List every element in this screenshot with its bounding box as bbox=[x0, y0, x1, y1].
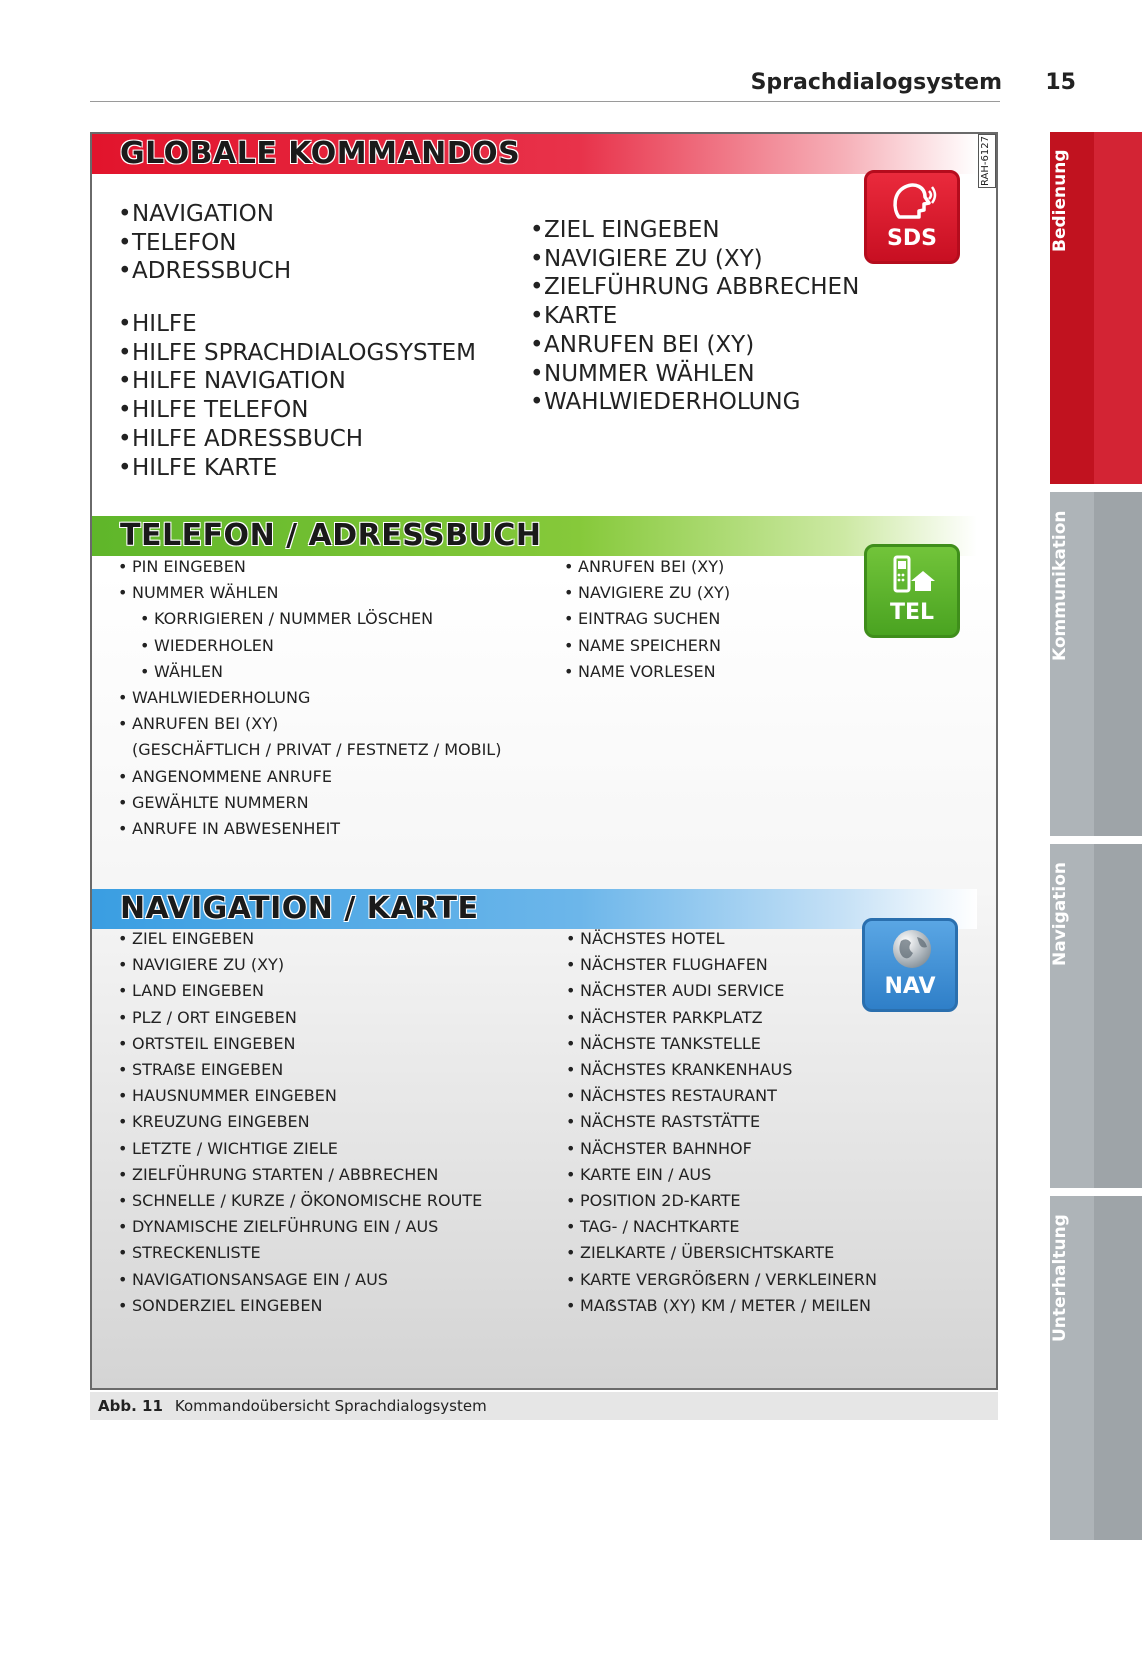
side-tab-navigation[interactable] bbox=[1050, 844, 1142, 1188]
globe-icon bbox=[887, 927, 937, 971]
list-item: • TELEFON bbox=[118, 229, 291, 258]
badge-label: NAV bbox=[884, 974, 936, 999]
list-item: • NÄCHSTER FLUGHAFEN bbox=[566, 952, 877, 978]
global-commands-left-2 bbox=[118, 310, 476, 482]
list-item: • EINTRAG SUCHEN bbox=[564, 606, 730, 632]
list-item: • TAG- / NACHTKARTE bbox=[566, 1214, 877, 1240]
list-item: • ANRUFEN BEI (XY) bbox=[530, 331, 859, 360]
running-title: Sprachdialogsystem bbox=[750, 70, 1002, 95]
list-item: • NÄCHSTER PARKPLATZ bbox=[566, 1005, 877, 1031]
list-item: • PLZ / ORT EINGEBEN bbox=[118, 1005, 482, 1031]
list-item: • KARTE bbox=[530, 302, 859, 331]
side-tab-label: Kommunikation bbox=[1050, 510, 1070, 661]
list-item: • HILFE SPRACHDIALOGSYSTEM bbox=[118, 339, 476, 368]
list-item: • SCHNELLE / KURZE / ÖKONOMISCHE ROUTE bbox=[118, 1188, 482, 1214]
page-number: 15 bbox=[1045, 70, 1076, 95]
list-item: • WÄHLEN bbox=[140, 659, 501, 685]
list-item: • STRECKENLISTE bbox=[118, 1240, 482, 1266]
list-item: • HILFE KARTE bbox=[118, 454, 476, 483]
list-item: • HILFE NAVIGATION bbox=[118, 367, 476, 396]
command-overview-figure bbox=[90, 132, 998, 1390]
list-item: • MAẞSTAB (XY) KM / METER / MEILEN bbox=[566, 1293, 877, 1319]
list-item: • NAVIGIERE ZU (XY) bbox=[118, 952, 482, 978]
side-tab-label: Unterhaltung bbox=[1050, 1214, 1070, 1342]
badge-label: SDS bbox=[887, 226, 937, 251]
list-item: • KARTE EIN / AUS bbox=[566, 1162, 877, 1188]
side-tab-label: Bedienung bbox=[1050, 150, 1070, 253]
nav-badge bbox=[862, 918, 958, 1012]
list-item: • NAVIGIERE ZU (XY) bbox=[564, 580, 730, 606]
section-header-nav bbox=[92, 889, 977, 929]
section-header-global bbox=[92, 134, 977, 174]
list-item: • NUMMER WÄHLEN bbox=[530, 360, 859, 389]
list-item: • ANRUFE IN ABWESENHEIT bbox=[118, 816, 501, 842]
section-header-phone bbox=[92, 516, 977, 556]
list-item: • NÄCHSTER AUDI SERVICE bbox=[566, 978, 877, 1004]
badge-label: TEL bbox=[889, 600, 935, 625]
list-item: • WAHLWIEDERHOLUNG bbox=[118, 685, 501, 711]
list-item: • NÄCHSTES KRANKENHAUS bbox=[566, 1057, 877, 1083]
list-item: • NÄCHSTES HOTEL bbox=[566, 926, 877, 952]
list-item: • HAUSNUMMER EINGEBEN bbox=[118, 1083, 482, 1109]
global-commands-right bbox=[530, 216, 859, 417]
list-item: • NAME VORLESEN bbox=[564, 659, 730, 685]
figure-id: RAH-6127 bbox=[978, 134, 996, 188]
list-item: • ANGENOMMENE ANRUFE bbox=[118, 764, 501, 790]
list-item: (GESCHÄFTLICH / PRIVAT / FESTNETZ / MOBIL) bbox=[132, 740, 502, 760]
figure-caption bbox=[90, 1392, 998, 1420]
list-item: • ZIEL EINGEBEN bbox=[118, 926, 482, 952]
caption-number: Abb. 11 bbox=[98, 1397, 163, 1415]
list-item: • ORTSTEIL EINGEBEN bbox=[118, 1031, 482, 1057]
side-tab-kommunikation[interactable] bbox=[1050, 492, 1142, 836]
list-item: • WIEDERHOLEN bbox=[140, 633, 501, 659]
speaking-head-icon bbox=[889, 179, 939, 225]
list-item: • ZIELFÜHRUNG STARTEN / ABBRECHEN bbox=[118, 1162, 482, 1188]
list-item: • STRAẞE EINGEBEN bbox=[118, 1057, 482, 1083]
list-item: • LAND EINGEBEN bbox=[118, 978, 482, 1004]
nav-commands-right bbox=[566, 926, 877, 1319]
list-item: • NÄCHSTER BAHNHOF bbox=[566, 1136, 877, 1162]
side-tab-label: Navigation bbox=[1050, 862, 1070, 966]
sds-badge bbox=[864, 170, 960, 264]
section-title-nav: NAVIGATION / KARTE bbox=[120, 891, 479, 926]
list-item: • ZIEL EINGEBEN bbox=[530, 216, 859, 245]
list-item: • NUMMER WÄHLEN bbox=[118, 580, 501, 606]
list-item: • HILFE TELEFON bbox=[118, 396, 476, 425]
list-item: • ANRUFEN BEI (XY) bbox=[118, 711, 501, 737]
list-item: • DYNAMISCHE ZIELFÜHRUNG EIN / AUS bbox=[118, 1214, 482, 1240]
list-item: • KARTE VERGRÖẞERN / VERKLEINERN bbox=[566, 1267, 877, 1293]
caption-text: Kommandoübersicht Sprachdialogsystem bbox=[174, 1397, 487, 1415]
side-tab-unterhaltung[interactable] bbox=[1050, 1196, 1142, 1540]
global-commands-left-1 bbox=[118, 200, 291, 286]
list-item: • HILFE ADRESSBUCH bbox=[118, 425, 476, 454]
list-item: • SONDERZIEL EINGEBEN bbox=[118, 1293, 482, 1319]
list-item: • GEWÄHLTE NUMMERN bbox=[118, 790, 501, 816]
phone-commands-right bbox=[564, 554, 730, 685]
list-item: • KREUZUNG EINGEBEN bbox=[118, 1109, 482, 1135]
list-item: • POSITION 2D-KARTE bbox=[566, 1188, 877, 1214]
tel-badge bbox=[864, 544, 960, 638]
list-item: • NAVIGATION bbox=[118, 200, 291, 229]
phone-commands-left bbox=[118, 554, 501, 842]
section-title-phone: TELEFON / ADRESSBUCH bbox=[120, 518, 542, 553]
nav-commands-left bbox=[118, 926, 482, 1319]
list-item: • NÄCHSTES RESTAURANT bbox=[566, 1083, 877, 1109]
list-item: • WAHLWIEDERHOLUNG bbox=[530, 388, 859, 417]
section-title-global: GLOBALE KOMMANDOS bbox=[120, 136, 521, 171]
phone-house-icon bbox=[889, 553, 939, 597]
header-divider bbox=[90, 101, 1000, 102]
list-item: • NÄCHSTE RASTSTÄTTE bbox=[566, 1109, 877, 1135]
list-item: • PIN EINGEBEN bbox=[118, 554, 501, 580]
side-tab-bedienung[interactable] bbox=[1050, 132, 1142, 484]
list-item: • HILFE bbox=[118, 310, 476, 339]
list-item: • NAVIGATIONSANSAGE EIN / AUS bbox=[118, 1267, 482, 1293]
list-item: • LETZTE / WICHTIGE ZIELE bbox=[118, 1136, 482, 1162]
list-item: • ADRESSBUCH bbox=[118, 257, 291, 286]
list-item: • KORRIGIEREN / NUMMER LÖSCHEN bbox=[140, 606, 501, 632]
list-item: • ZIELFÜHRUNG ABBRECHEN bbox=[530, 273, 859, 302]
list-item: • ZIELKARTE / ÜBERSICHTSKARTE bbox=[566, 1240, 877, 1266]
list-item: • NÄCHSTE TANKSTELLE bbox=[566, 1031, 877, 1057]
list-item: • NAVIGIERE ZU (XY) bbox=[530, 245, 859, 274]
list-item: • ANRUFEN BEI (XY) bbox=[564, 554, 730, 580]
list-item: • NAME SPEICHERN bbox=[564, 633, 730, 659]
